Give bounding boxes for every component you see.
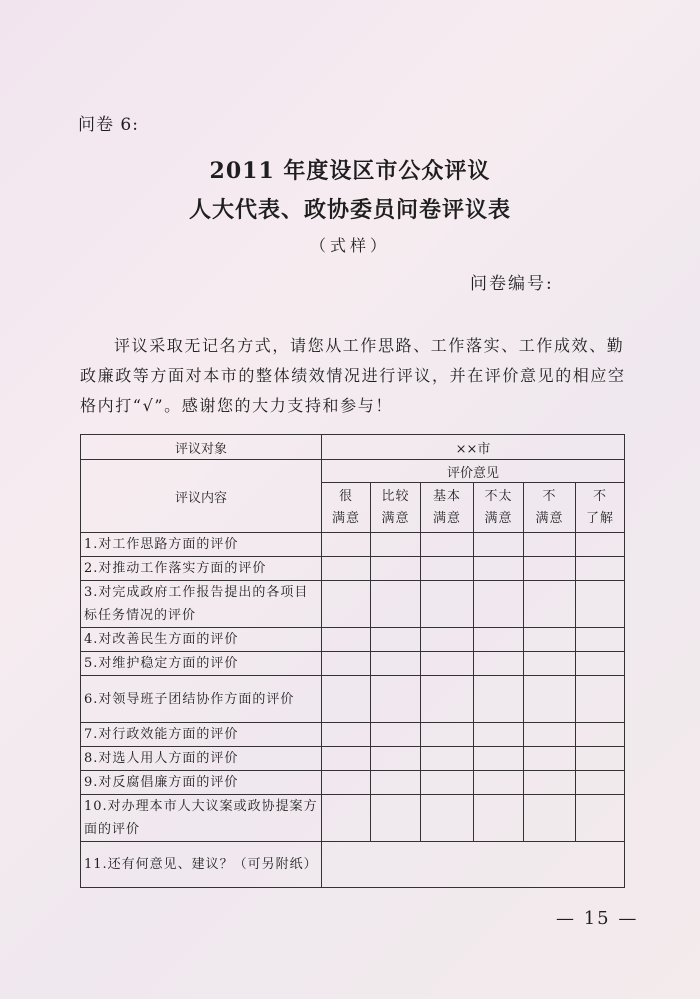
rating-cell[interactable] [524,795,576,842]
rating-cell[interactable] [576,723,625,747]
rating-cell[interactable] [524,533,576,557]
rating-cell[interactable] [474,581,524,628]
rating-cell[interactable] [371,557,421,581]
table-row [81,652,625,676]
rating-cell[interactable] [524,557,576,581]
rating-cell[interactable] [421,723,474,747]
rating-cell[interactable] [576,533,625,557]
object-header-cell: 评议对象 [81,435,322,460]
rating-cell[interactable] [322,533,371,557]
rating-cell[interactable] [576,771,625,795]
rating-cell[interactable] [524,723,576,747]
evaluation-item-label: 1.对工作思路方面的评价 [81,533,322,557]
table-row [81,533,625,557]
rating-cell[interactable] [322,652,371,676]
rating-cell[interactable] [421,795,474,842]
rating-cell[interactable] [474,628,524,652]
table-row-comments [81,842,625,888]
rating-cell[interactable] [371,747,421,771]
rating-cell[interactable] [371,723,421,747]
rating-cell[interactable] [371,652,421,676]
rating-cell[interactable] [576,676,625,723]
rating-cell[interactable] [322,723,371,747]
rating-cell[interactable] [371,771,421,795]
comments-label: 11.还有何意见、建议？（可另附纸） [81,842,322,888]
rating-cell[interactable] [371,581,421,628]
evaluation-item-label: 10.对办理本市人大议案或政协提案方面的评价 [81,795,322,842]
rating-cell[interactable] [524,747,576,771]
rating-cell[interactable] [576,628,625,652]
rating-cell[interactable] [322,581,371,628]
rating-cell[interactable] [322,795,371,842]
evaluation-item-label: 9.对反腐倡廉方面的评价 [81,771,322,795]
rating-cell[interactable] [421,747,474,771]
rating-cell[interactable] [421,557,474,581]
rating-cell[interactable] [322,628,371,652]
rating-cell[interactable] [524,652,576,676]
rating-cell[interactable] [322,771,371,795]
table-row [81,628,625,652]
table-row-object [81,435,625,460]
rating-cell[interactable] [421,652,474,676]
option-not-very-satisfied: 不太 满意 [474,483,524,533]
rating-cell[interactable] [474,533,524,557]
option-basically-satisfied: 基本 满意 [421,483,474,533]
rating-cell[interactable] [322,557,371,581]
rating-cell[interactable] [474,747,524,771]
rating-cell[interactable] [371,533,421,557]
table-row [81,771,625,795]
evaluation-item-label: 7.对行政效能方面的评价 [81,723,322,747]
evaluation-item-label: 4.对改善民生方面的评价 [81,628,322,652]
rating-cell[interactable] [421,771,474,795]
table-row [81,747,625,771]
page-title-line2: 人大代表、政协委员问卷评议表 [188,197,511,223]
table-row [81,581,625,628]
object-value-cell: ××市 [322,435,625,460]
rating-cell[interactable] [524,581,576,628]
intro-paragraph: 评议采取无记名方式，请您从工作思路、工作落实、工作成效、勤政廉政等方面对本市的整体绩效情况进行评议，并在评价意见的相应空格内打“√”。感谢您的大力支持和参与！ [80,336,626,415]
opinion-header-cell: 评价意见 [322,460,625,483]
table-row [81,795,625,842]
rating-cell[interactable] [371,628,421,652]
content-header-cell: 评议内容 [81,460,322,533]
rating-cell[interactable] [421,628,474,652]
option-fairly-satisfied: 比较 满意 [371,483,421,533]
evaluation-item-label: 8.对选人用人方面的评价 [81,747,322,771]
evaluation-item-label: 3.对完成政府工作报告提出的各项目标任务情况的评价 [81,581,322,628]
table-row-opinion-header [81,460,625,483]
evaluation-table [80,434,625,888]
evaluation-item-label: 2.对推动工作落实方面的评价 [81,557,322,581]
rating-cell[interactable] [474,723,524,747]
table-row [81,723,625,747]
rating-cell[interactable] [576,581,625,628]
option-unknown: 不 了解 [576,483,625,533]
rating-cell[interactable] [524,676,576,723]
page-title-line1: 2011 年度设区市公众评议 [209,158,491,184]
evaluation-item-label: 5.对维护稳定方面的评价 [81,652,322,676]
rating-cell[interactable] [524,771,576,795]
rating-cell[interactable] [421,676,474,723]
evaluation-item-label: 6.对领导班子团结协作方面的评价 [81,676,322,723]
page-subtitle: （式样） [309,236,390,255]
option-very-satisfied: 很 满意 [322,483,371,533]
rating-cell[interactable] [474,795,524,842]
questionnaire-label: 问卷 6: [78,115,139,135]
rating-cell[interactable] [576,652,625,676]
rating-cell[interactable] [474,771,524,795]
comments-field[interactable] [322,842,625,888]
rating-cell[interactable] [322,676,371,723]
rating-cell[interactable] [371,676,421,723]
rating-cell[interactable] [576,795,625,842]
rating-cell[interactable] [474,557,524,581]
rating-cell[interactable] [524,628,576,652]
questionnaire-number-label: 问卷编号: [470,274,554,294]
rating-cell[interactable] [474,676,524,723]
rating-cell[interactable] [421,533,474,557]
rating-cell[interactable] [371,795,421,842]
rating-cell[interactable] [576,747,625,771]
rating-cell[interactable] [474,652,524,676]
page-number: — 15 — [556,908,639,929]
option-dissatisfied: 不 满意 [524,483,576,533]
rating-cell[interactable] [576,557,625,581]
table-row [81,676,625,723]
table-row [81,557,625,581]
rating-cell[interactable] [421,581,474,628]
rating-cell[interactable] [322,747,371,771]
